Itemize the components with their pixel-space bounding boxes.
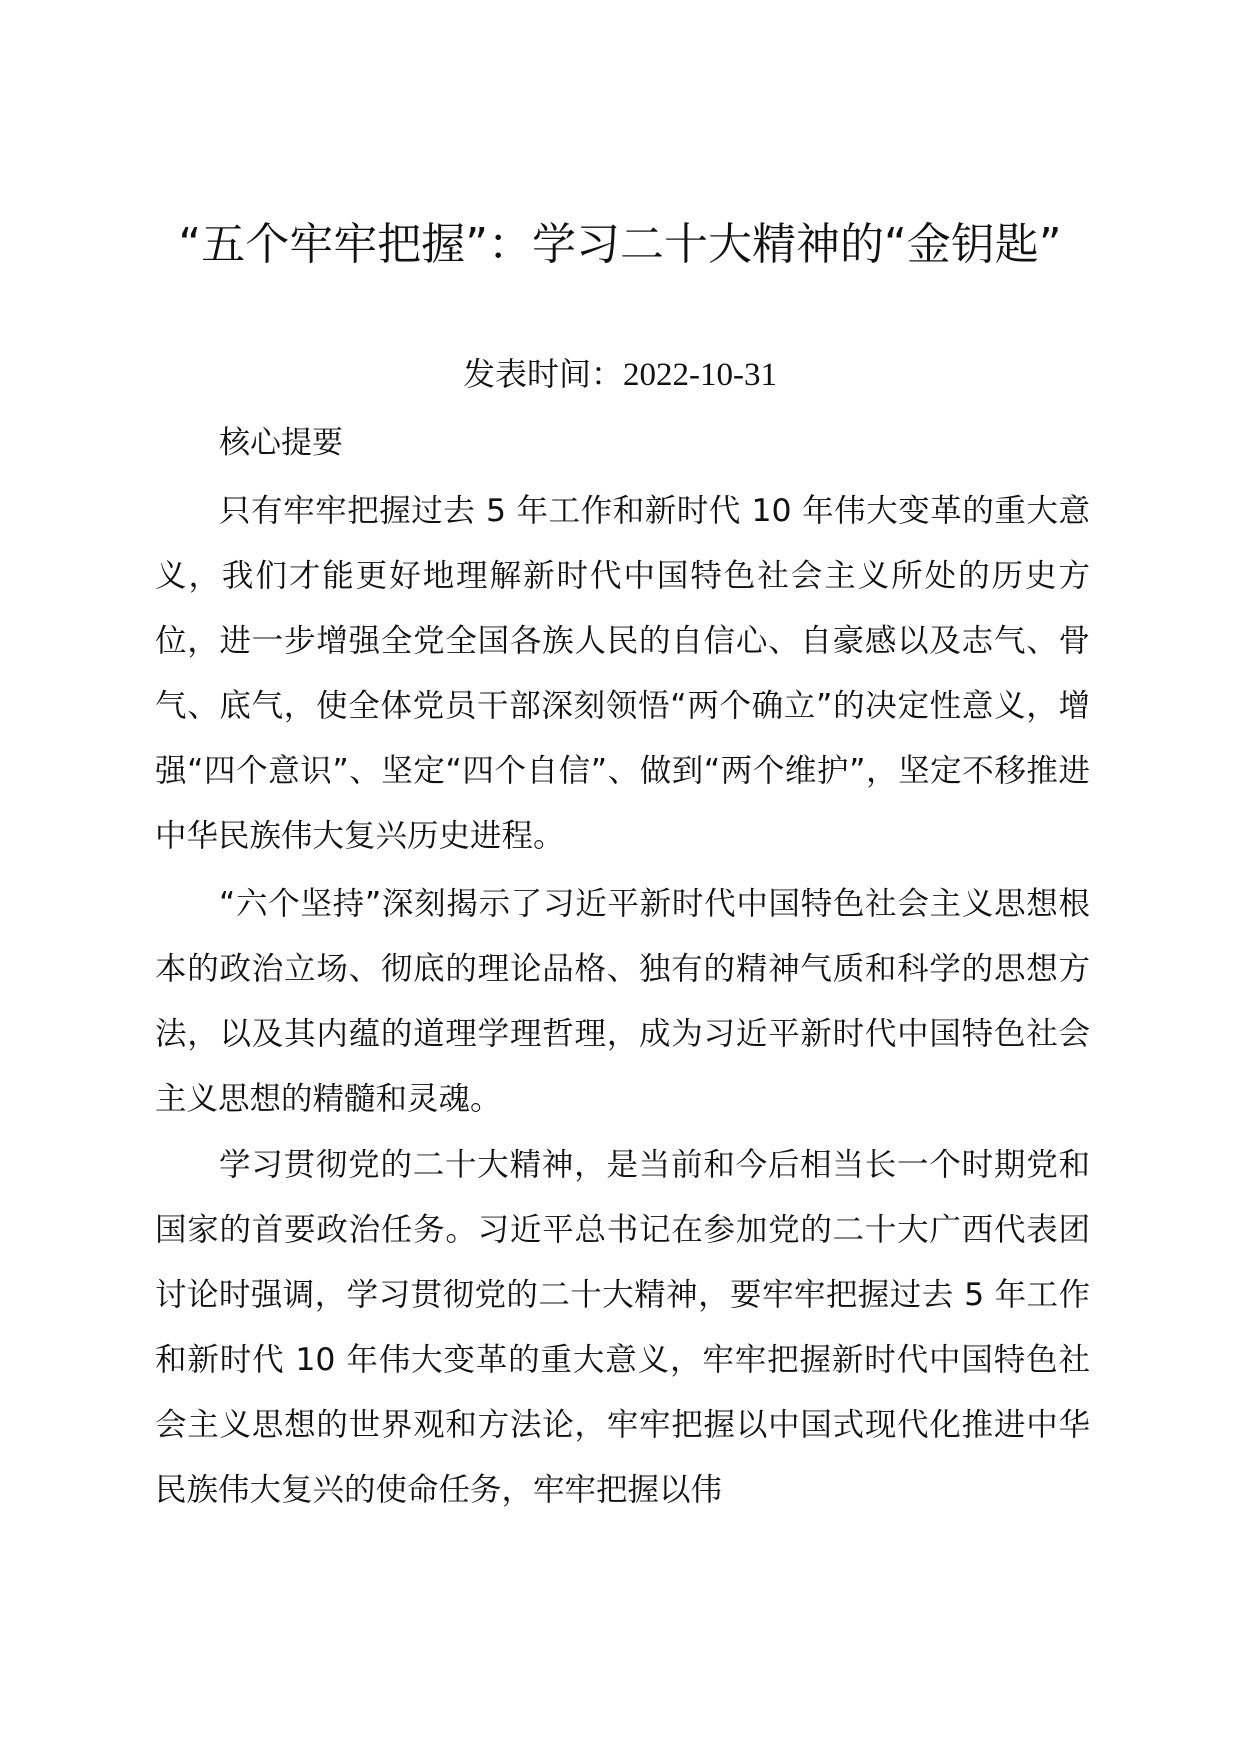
paragraph-1: 只有牢牢把握过去 5 年工作和新时代 10 年伟大变革的重大意义，我们才能更好地理解新时代中国特色社会主义所处的历史方位，进一步增强全党全国各族人民的自信心、自豪感以及志气、骨气、底气，使全体党员干部深刻领悟“两个确立”的决定性意义，增强“四个意识”、坚定“四个自信”、做到“两个维护”，坚定不移推进中华民族伟大复兴历史进程。 [155,493,1090,854]
publish-date-label: 发表时间： [463,355,624,393]
section-heading: 核心提要 [219,425,343,461]
publish-date-value: 2022-10-31 [623,357,777,393]
paragraph-3: 学习贯彻党的二十大精神，是当前和今后相当长一个时期党和国家的首要政治任务。习近平总书记在参加党的二十大广西代表团讨论时强调，学习贯彻党的二十大精神，要牢牢把握过去 5 年工作和新时代 10 年伟大变革的重大意义，牢牢把握新时代中国特色社会主义思想的世界观和方法论，牢牢把握以中国式现代化推进中华民族伟大复兴的使命任务，牢牢把握以伟 [155,1147,1090,1508]
document-title: “五个牢牢把握”：学习二十大精神的“金钥匙” [178,219,1062,270]
paragraph-2: “六个坚持”深刻揭示了习近平新时代中国特色社会主义思想根本的政治立场、彻底的理论品格、独有的精神气质和科学的思想方法，以及其内蕴的道理学理哲理，成为习近平新时代中国特色社会主义思想的精髓和灵魂。 [155,886,1090,1117]
publish-date [150,352,1090,397]
